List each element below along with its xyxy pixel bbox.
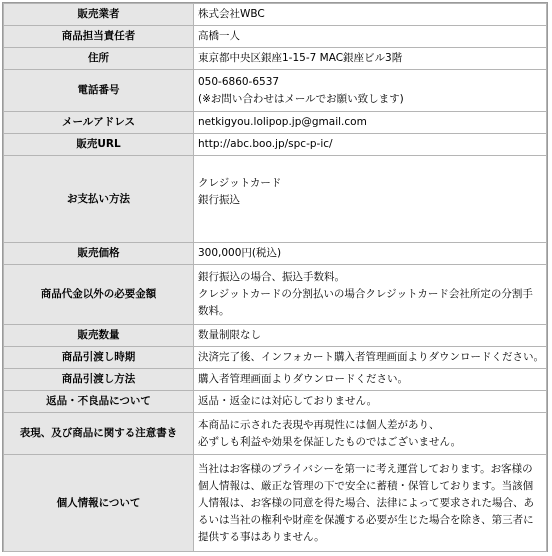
table-row [4, 134, 547, 156]
payment-method-2: 銀行振込 [198, 194, 240, 206]
row-value-address: 東京都中央区銀座1-15-7 MAC銀座ビル3階 [194, 48, 547, 70]
disclaimer-line-2: 必ずしも利益や効果を保証したものではございません。 [198, 435, 462, 448]
table-row [4, 369, 547, 391]
row-label-delivery-time: 商品引渡し時期 [4, 347, 194, 369]
table-row [4, 48, 547, 70]
row-value-disclaimer [194, 413, 547, 455]
payment-method-1: クレジットカード [198, 177, 282, 189]
table-row [4, 4, 547, 26]
table-row [4, 26, 547, 48]
row-label-quantity: 販売数量 [4, 325, 194, 347]
row-label-email: メールアドレス [4, 112, 194, 134]
row-value-url: http://abc.boo.jp/spc-p-ic/ [194, 134, 547, 156]
disclaimer-line-1: 本商品に示された表現や再現性には個人差があり、 [198, 418, 440, 431]
row-label-returns: 返品・不良品について [4, 391, 194, 413]
row-label-address: 住所 [4, 48, 194, 70]
phone-number: 050-6860-6537 [198, 75, 280, 88]
table-row [4, 455, 547, 552]
row-value-quantity: 数量制限なし [194, 325, 547, 347]
row-value-phone [194, 70, 547, 112]
row-label-payment: お支払い方法 [4, 156, 194, 243]
table-row [4, 347, 547, 369]
row-label-price: 販売価格 [4, 243, 194, 265]
extra-fee-1: 銀行振込の場合、振込手数料。 [198, 271, 345, 283]
table-row [4, 243, 547, 265]
phone-note: (※お問い合わせはメールでお願い致します) [198, 92, 404, 105]
row-value-payment [194, 156, 547, 243]
row-value-delivery-time: 決済完了後、インフォカート購入者管理画面よりダウンロードください。 [194, 347, 547, 369]
row-label-url: 販売URL [4, 134, 194, 156]
commerce-law-table [3, 3, 547, 552]
row-value-seller: 株式会社WBC [194, 4, 547, 26]
table-row [4, 325, 547, 347]
extra-fee-2: クレジットカードの分割払いの場合クレジットカード会社所定の分割手数料。 [198, 288, 533, 317]
row-label-delivery-method: 商品引渡し方法 [4, 369, 194, 391]
row-value-extra-fees [194, 265, 547, 325]
table-row [4, 413, 547, 455]
row-value-returns: 返品・返金には対応しておりません。 [194, 391, 547, 413]
row-label-extra-fees: 商品代金以外の必要金額 [4, 265, 194, 325]
row-label-disclaimer: 表現、及び商品に関する注意書き [4, 413, 194, 455]
sales-info-table [2, 2, 548, 552]
row-value-manager: 高橋一人 [194, 26, 547, 48]
row-value-email: netkigyou.lolipop.jp@gmail.com [194, 112, 547, 134]
table-row [4, 112, 547, 134]
table-row [4, 156, 547, 243]
row-label-manager: 商品担当責任者 [4, 26, 194, 48]
table-row [4, 265, 547, 325]
row-value-price: 300,000円(税込) [194, 243, 547, 265]
table-row [4, 391, 547, 413]
row-label-privacy: 個人情報について [4, 455, 194, 552]
row-label-seller: 販売業者 [4, 4, 194, 26]
row-value-delivery-method: 購入者管理画面よりダウンロードください。 [194, 369, 547, 391]
row-value-privacy [194, 455, 547, 552]
row-label-phone: 電話番号 [4, 70, 194, 112]
table-row [4, 70, 547, 112]
privacy-text: 当社はお客様のプライバシーを第一に考え運営しております。お客様の個人情報は、厳正な管理の下で安全に蓄積・保管しております。当該個人情報は、お客様の同意を得た場合、法律によって要求された場合、あるいは当社の権利や財産を保護する必要が生じた場合を除き、第三者に提供する事はありません。 [198, 462, 534, 543]
